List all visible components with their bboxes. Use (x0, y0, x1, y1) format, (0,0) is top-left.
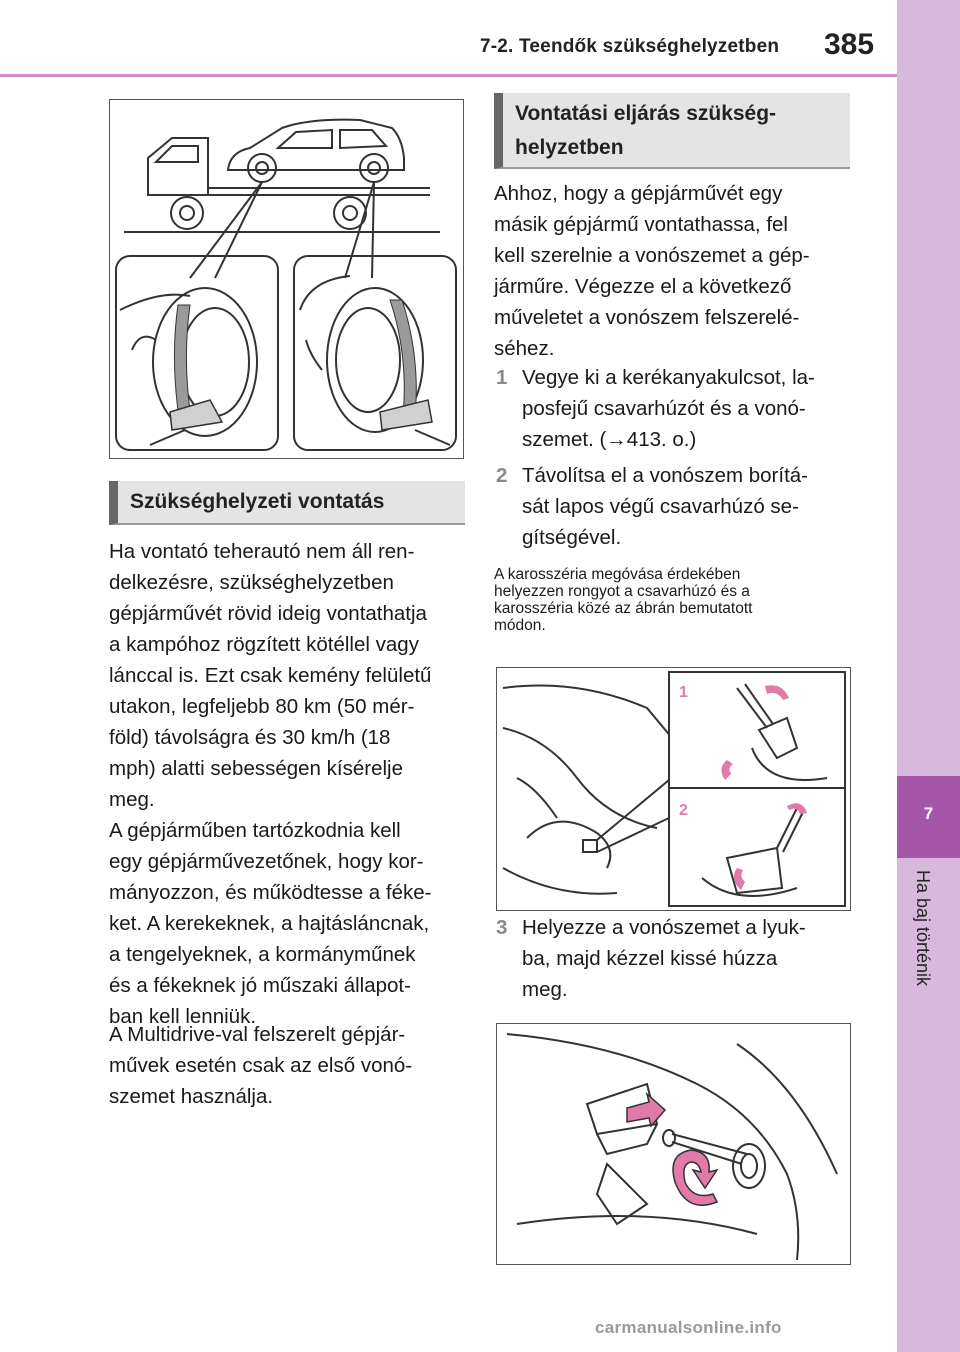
text-line: a kampóhoz rögzített kötéllel vagy (109, 633, 419, 656)
text-line: Helyezze a vonószemet a lyuk- (522, 916, 806, 939)
text-line: meg. (522, 978, 568, 1001)
step-3 (496, 912, 856, 1008)
step-1 (496, 362, 856, 458)
text-line: Ha vontató teherautó nem áll ren- (109, 540, 415, 563)
text-line: meg. (109, 788, 155, 811)
text-line: delkezésre, szükséghelyzetben (109, 571, 394, 594)
text-line: Távolítsa el a vonószem borítá- (522, 464, 808, 487)
text-line: ba, majd kézzel kissé húzza (522, 947, 778, 970)
text-line: Vegye ki a kerékanyakulcsot, la- (522, 366, 815, 389)
text-line: mányozzon, és működtesse a féke- (109, 881, 432, 904)
page-number: 385 (824, 28, 875, 61)
text-line: A Multidrive-val felszerelt gépjár- (109, 1023, 406, 1046)
section-title: 7-2. Teendők szükséghelyzetben (480, 36, 780, 57)
body-protection-note (494, 566, 854, 634)
text-line: művek esetén csak az első vonó- (109, 1054, 413, 1077)
figure-callout-1: 1 (679, 684, 688, 701)
text-line: járműre. Végezze el a következő (494, 275, 792, 298)
step-text (522, 912, 806, 1005)
cover-removal-illustration (496, 667, 851, 911)
text-line: sát lapos végű csavarhúzó se- (522, 495, 799, 518)
text-line: ban kell lenniük. (109, 1005, 257, 1028)
text-line: lánccal is. Ezt csak kemény felületű (109, 664, 432, 687)
chapter-number: 7 (923, 804, 934, 823)
text-line: gítségével. (522, 526, 622, 549)
chapter-label: Ha baj történik (913, 870, 933, 987)
text-line: föld) távolságra és 30 km/h (18 (109, 726, 391, 749)
emergency-towing-heading (109, 481, 465, 525)
text-line: műveletet a vonószem felszerelé- (494, 306, 800, 329)
text-line: egy gépjárművezetőnek, hogy kor- (109, 850, 424, 873)
towing-procedure-intro (494, 178, 854, 364)
text-line: kell szerelnie a vonószemet a gép- (494, 244, 810, 267)
text-line: a tengelyeknek, a kormányműnek (109, 943, 416, 966)
chapter-side-tab (897, 0, 960, 1352)
text-line: utakon, legfeljebb 80 km (50 mér- (109, 695, 415, 718)
text-line: másik gépjármű vontathassa, fel (494, 213, 788, 236)
heading-text: helyzetben (515, 136, 624, 159)
site-watermark: carmanualsonline.info (595, 1318, 782, 1337)
text-line: posfejű csavarhúzót és a vonó- (522, 397, 806, 420)
figure-callout-2: 2 (679, 802, 688, 819)
text-line: karosszéria közé az ábrán bemutatott (494, 600, 753, 617)
header-divider (0, 74, 897, 77)
text-line: szemet. (→413. o.) (522, 428, 697, 451)
multidrive-paragraph (109, 1019, 469, 1112)
text-line: gépjárművét rövid ideig vontathatja (109, 602, 427, 625)
text-line: ket. A kerekeknek, a hajtásláncnak, (109, 912, 430, 935)
text-line: A karosszéria megóvása érdekében (494, 566, 741, 583)
step-number: 3 (496, 916, 508, 939)
towing-procedure-heading (494, 93, 850, 169)
text-line: Ahhoz, hogy a gépjárművét egy (494, 182, 783, 205)
text-line: A gépjárműben tartózkodnia kell (109, 819, 401, 842)
text-line: és a fékeknek jó műszaki állapot- (109, 974, 411, 997)
heading-text: Szükséghelyzeti vontatás (130, 490, 385, 513)
step-text (522, 460, 808, 553)
step-text (522, 362, 815, 455)
text-line: mph) alatti sebességen kísérelje (109, 757, 403, 780)
towing-eyelet-illustration (496, 1023, 851, 1265)
heading-text: Vontatási eljárás szükség- (515, 102, 777, 125)
step-2 (496, 460, 856, 556)
text-line: helyezzen rongyot a csavarhúzó és a (494, 583, 750, 600)
text-line: szemet használja. (109, 1085, 274, 1108)
step-number: 2 (496, 464, 508, 487)
flatbed-towing-illustration (109, 99, 464, 459)
text-line: módon. (494, 617, 546, 634)
emergency-towing-paragraph (109, 536, 469, 1032)
text-line: séhez. (494, 337, 555, 360)
step-number: 1 (496, 366, 508, 389)
